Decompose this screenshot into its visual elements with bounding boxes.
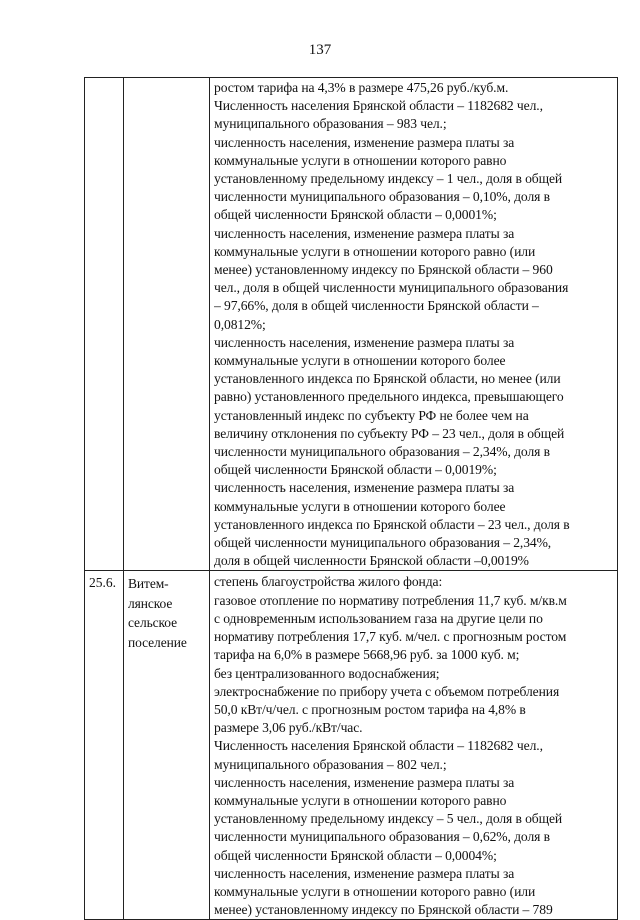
text-line: поселение (128, 634, 187, 650)
text-line: коммунальные услуги в отношении которого равно (или (214, 883, 536, 899)
text-line: установленному предельному индексу – 1 чел., доля в общей (214, 171, 563, 187)
text-line: коммунальные услуги в отношении которого равно (214, 792, 507, 808)
text-line: численность населения, изменение размера платы за (214, 865, 515, 881)
table-row (85, 78, 618, 571)
description-cell (210, 571, 618, 920)
text-line: численности муниципального образования – 0,62%, доля в (214, 829, 550, 845)
text-line: величину отклонения по субъекту РФ – 23 чел., доля в общей (214, 425, 565, 441)
text-line: численности муниципального образования – 2,34%, доля в (214, 444, 550, 460)
text-line: коммунальные услуги в отношении которого более (214, 498, 506, 514)
text-line: установленного индекса по Брянской области, но менее (или (214, 371, 561, 387)
text-line: численность населения, изменение размера платы за (214, 334, 515, 350)
text-line: муниципального образования – 983 чел.; (214, 116, 447, 132)
text-line: ростом тарифа на 4,3% в размере 475,26 руб./куб.м. (214, 80, 509, 95)
text-line: без централизованного водоснабжения; (214, 665, 440, 681)
row-number-cell: 25.6. (85, 571, 124, 920)
text-line: Витем- (128, 576, 169, 592)
municipality-name-cell (124, 78, 210, 571)
text-line: численность населения, изменение размера платы за (214, 134, 515, 150)
text-line: 0,0812%; (214, 316, 266, 332)
text-line: общей численности Брянской области – 0,0019%; (214, 462, 497, 478)
text-line: 50,0 кВт/ч/чел. с прогнозным ростом тарифа на 4,8% в (214, 701, 526, 717)
text-line: газовое отопление по нормативу потребления 11,7 куб. м/кв.м (214, 592, 567, 608)
text-line: тарифа на 6,0% в размере 5668,96 руб. за 1000 куб. м; (214, 647, 520, 663)
text-line: численности муниципального образования – 0,10%, доля в (214, 189, 550, 205)
text-line: электроснабжение по прибору учета с объемом потребления (214, 683, 560, 699)
text-line: Численность населения Брянской области – 1182682 чел., (214, 738, 543, 754)
municipality-name-cell (124, 571, 210, 920)
document-table (84, 77, 618, 920)
text-line: коммунальные услуги в отношении которого равно (214, 152, 507, 168)
text-line: установленного индекса по Брянской области – 23 чел., доля в (214, 516, 570, 532)
text-line: с одновременным использованием газа на другие цели по (214, 610, 543, 626)
text-line: муниципального образования – 802 чел.; (214, 756, 447, 772)
text-line: размере 3,06 руб./кВт/час. (214, 720, 363, 736)
text-line: – 97,66%, доля в общей численности Брянской области – (214, 298, 539, 314)
text-line: установленный индекс по субъекту РФ не более чем на (214, 407, 529, 423)
text-line: менее) установленному индексу по Брянской области – 789 (214, 902, 553, 918)
text-line: менее) установленному индексу по Брянской области – 960 (214, 262, 553, 278)
text-line: чел., доля в общей численности муниципального образования (214, 280, 569, 296)
text-line: лянское (128, 595, 173, 611)
text-line: общей численности Брянской области – 0,0001%; (214, 207, 497, 223)
page-number: 137 (308, 42, 332, 58)
text-line: установленному предельному индексу – 5 чел., доля в общей (214, 811, 563, 827)
text-line: коммунальные услуги в отношении которого более (214, 353, 506, 369)
table-row (85, 571, 618, 920)
text-line: коммунальные услуги в отношении которого равно (или (214, 243, 536, 259)
text-line: общей численности муниципального образования – 2,34%, (214, 535, 552, 551)
text-line: численность населения, изменение размера платы за (214, 225, 515, 241)
text-line: сельское (128, 615, 178, 631)
text-line: равно) установленного предельного индекса, превышающего (214, 389, 564, 405)
text-line: численность населения, изменение размера платы за (214, 480, 515, 496)
text-line: доля в общей численности Брянской области –0,0019% (214, 553, 529, 569)
text-line: общей численности Брянской области – 0,0004%; (214, 847, 497, 863)
text-line: Численность населения Брянской области – 1182682 чел., (214, 98, 543, 114)
row-number-cell (85, 78, 124, 571)
text-line: нормативу потребления 17,7 куб. м/чел. с прогнозным ростом (214, 629, 567, 645)
description-cell (210, 78, 618, 571)
text-line: численность населения, изменение размера платы за (214, 774, 515, 790)
text-line: степень благоустройства жилого фонда: (214, 574, 443, 590)
